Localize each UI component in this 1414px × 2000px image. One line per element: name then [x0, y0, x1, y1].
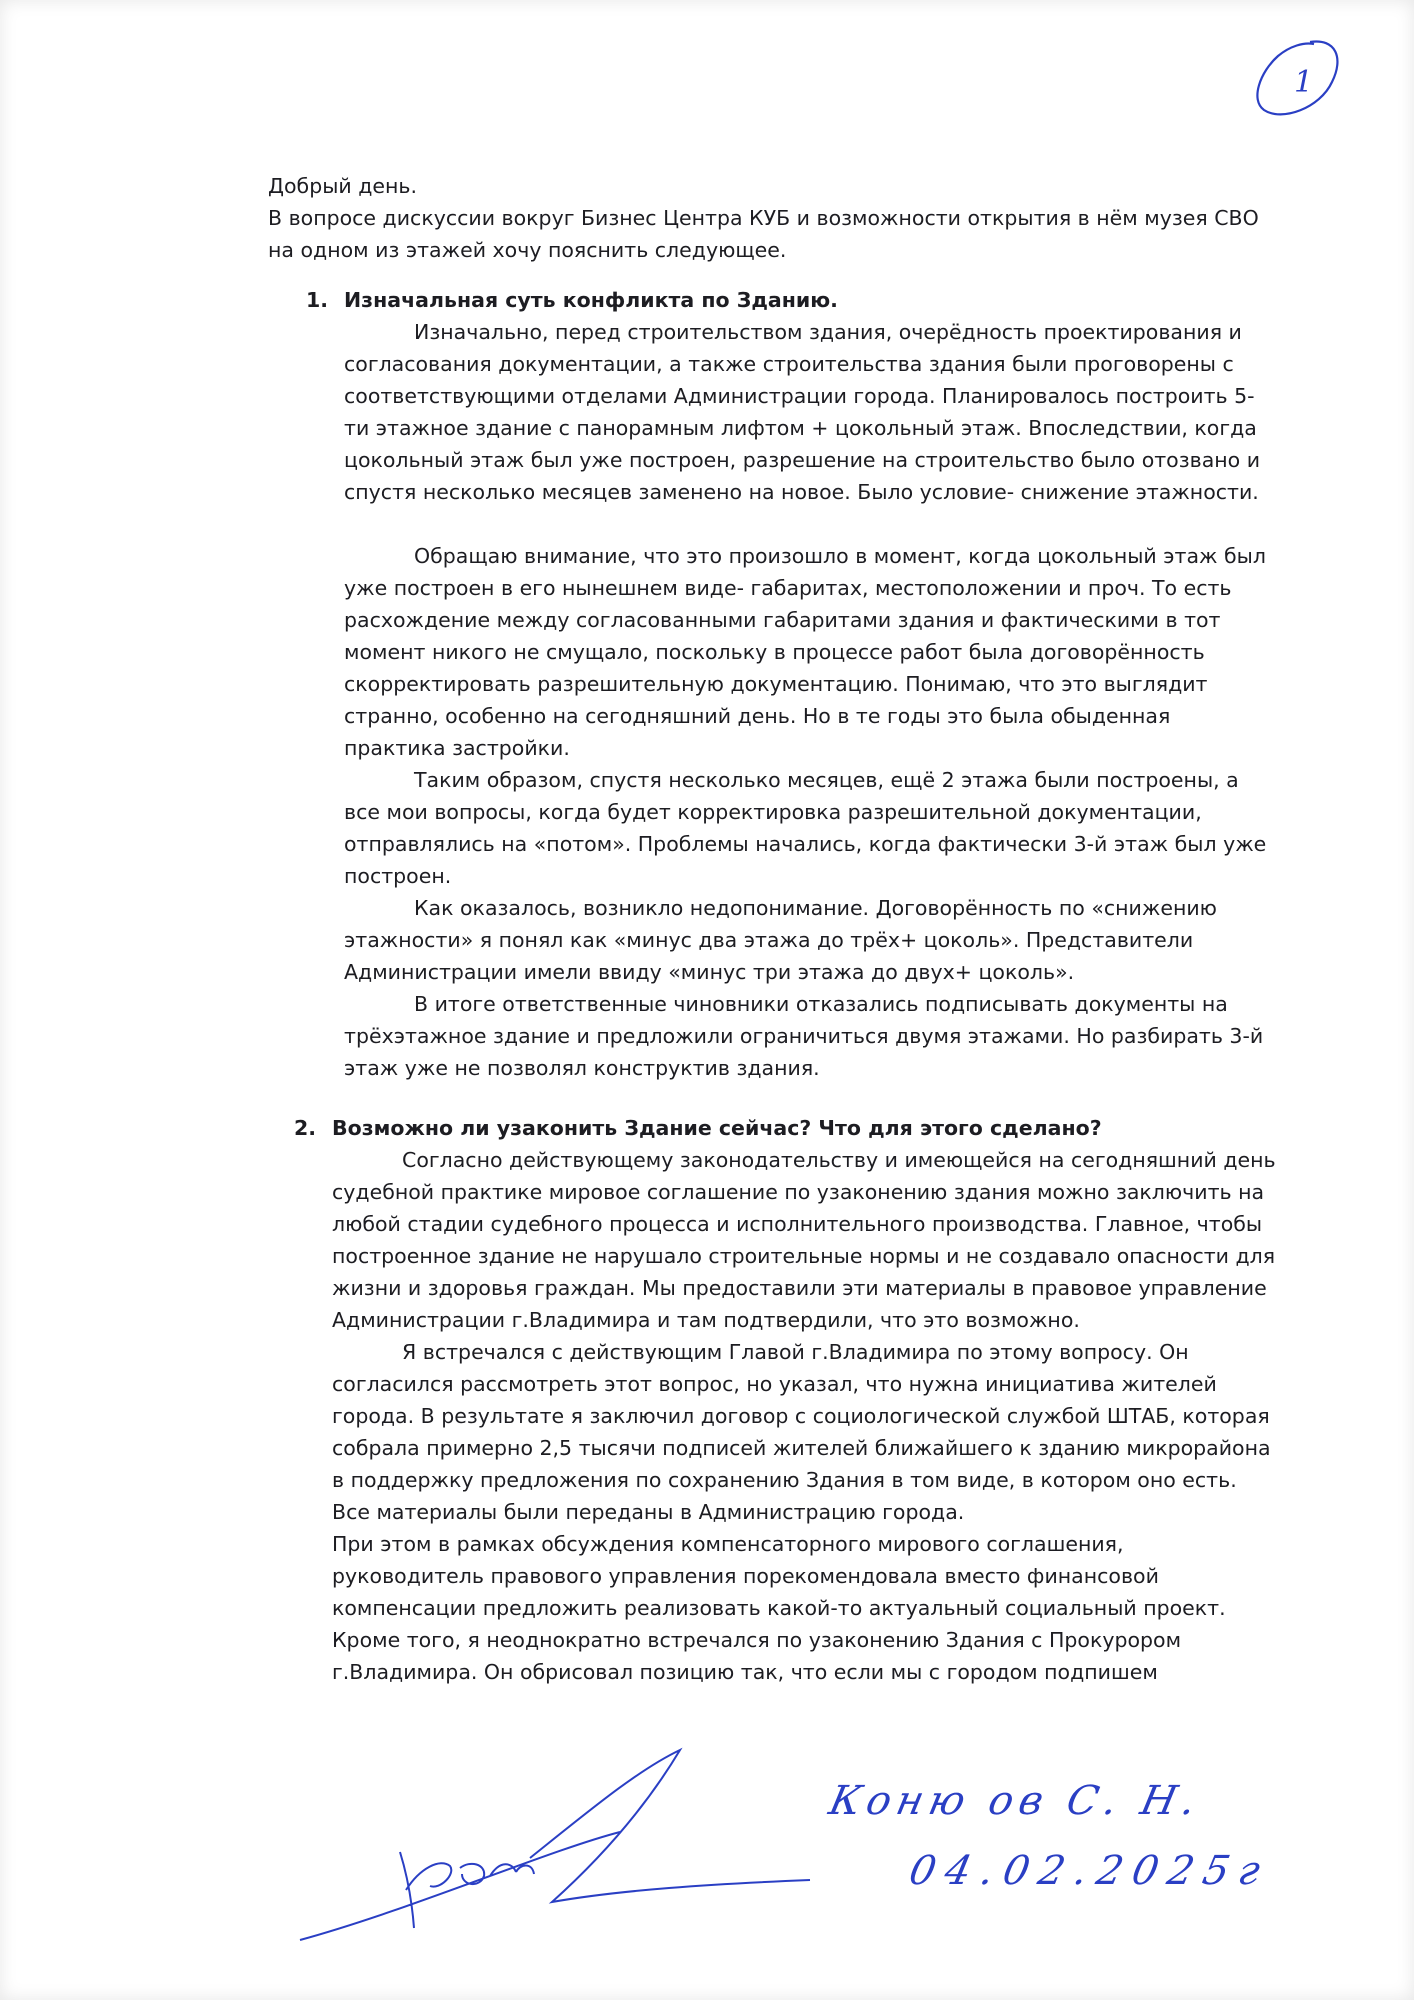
section-title: Изначальная суть конфликта по Зданию. [344, 288, 838, 312]
intro-paragraph: В вопросе дискуссии вокруг Бизнес Центра КУБ и возможности открытия в нём музея СВО на одном из этажей хочу пояснить следующее. [268, 206, 1259, 262]
signature-block [290, 1740, 1290, 1980]
section-1 [268, 284, 1278, 1084]
paragraph: Как оказалось, возникло недопонимание. Договорённость по «снижению этажности» я понял как «минус два этажа до трёх+ цоколь». Представители Администрации имели ввиду «минус три этажа до двух+ цоколь». [344, 896, 1217, 984]
section-number: 2. [294, 1116, 317, 1140]
page-number-circle-icon [1248, 30, 1348, 130]
page-number-stamp [1248, 30, 1348, 130]
paragraph: Обращаю внимание, что это произошло в момент, когда цокольный этаж был уже построен в его нынешнем виде- габаритах, местоположении и проч. То есть расхождение между согласованными габаритами здания и фактическими в тот момент никого не смущало, поскольку в процессе работ была договорённость скорректировать разрешительную документацию. Понимаю, что это выглядит странно, особенно на сегодняшний день. Но в те годы это была обыденная практика застройки. [344, 544, 1266, 760]
paragraph: Согласно действующему законодательству и имеющейся на сегодняшний день судебной практике мировое соглашение по узаконению здания можно заключить на любой стадии судебного процесса и исполнительного производства. Главное, чтобы построенное здание не нарушало строительные нормы и не создавало опасности для жизни и здоровья граждан. Мы предоставили эти материалы в правовое управление Администрации г.Владимира и там подтвердили, что это возможно. [332, 1148, 1276, 1332]
paragraph: Таким образом, спустя несколько месяцев, ещё 2 этажа были построены, а все мои вопросы, когда будет корректировка разрешительной документации, отправлялись на «потом». Проблемы начались, когда фактически 3-й этаж был уже построен. [344, 768, 1267, 888]
greeting: Добрый день. [268, 174, 418, 198]
section-body [268, 1144, 1278, 1688]
section-number: 1. [306, 288, 329, 312]
page-number-text: 1 [1294, 65, 1314, 100]
section-2 [268, 1112, 1278, 1688]
handwritten-date: 04.02.2025г [905, 1848, 1275, 1894]
paragraph: Изначально, перед строительством здания, очерёдность проектирования и согласования документации, а также строительства здания были проговорены с соответствующими отделами Администрации города. Планировалось построить 5-ти этажное здание с панорамным лифтом + цокольный этаж. Впоследствии, когда цокольный этаж был уже построен, разрешение на строительство было отозвано и спустя несколько месяцев заменено на новое. Было условие- снижение этажности. [344, 320, 1261, 504]
section-title: Возможно ли узаконить Здание сейчас? Что для этого сделано? [332, 1116, 1102, 1140]
handwritten-name: Коню ов С. Н. [825, 1778, 1206, 1824]
letter-body [268, 170, 1278, 1688]
section-header [268, 284, 1278, 316]
paragraph: Кроме того, я неоднократно встречался по узаконению Здания с Прокурором г.Владимира. Он обрисовал позицию так, что если мы с городом подпишем [332, 1628, 1182, 1684]
section-body [268, 316, 1278, 1084]
paragraph: При этом в рамках обсуждения компенсаторного мирового соглашения, руководитель правового управления порекомендовала вместо финансовой компенсации предложить реализовать какой-то актуальный социальный проект. [332, 1532, 1226, 1620]
paragraph: Я встречался с действующим Главой г.Владимира по этому вопросу. Он согласился рассмотреть этот вопрос, но указал, что нужна инициатива жителей города. В результате я заключил договор с социологической службой ШТАБ, которая собрала примерно 2,5 тысячи подписей жителей ближайшего к зданию микрорайона в поддержку предложения по сохранению Здания в том виде, в котором оно есть. Все материалы были переданы в Администрацию города. [332, 1340, 1271, 1524]
sections-list [268, 284, 1278, 1688]
paragraph: В итоге ответственные чиновники отказались подписывать документы на трёхэтажное здание и предложили ограничиться двумя этажами. Но разбирать 3-й этаж уже не позволял конструктив здания. [344, 992, 1264, 1080]
section-header [268, 1112, 1278, 1144]
